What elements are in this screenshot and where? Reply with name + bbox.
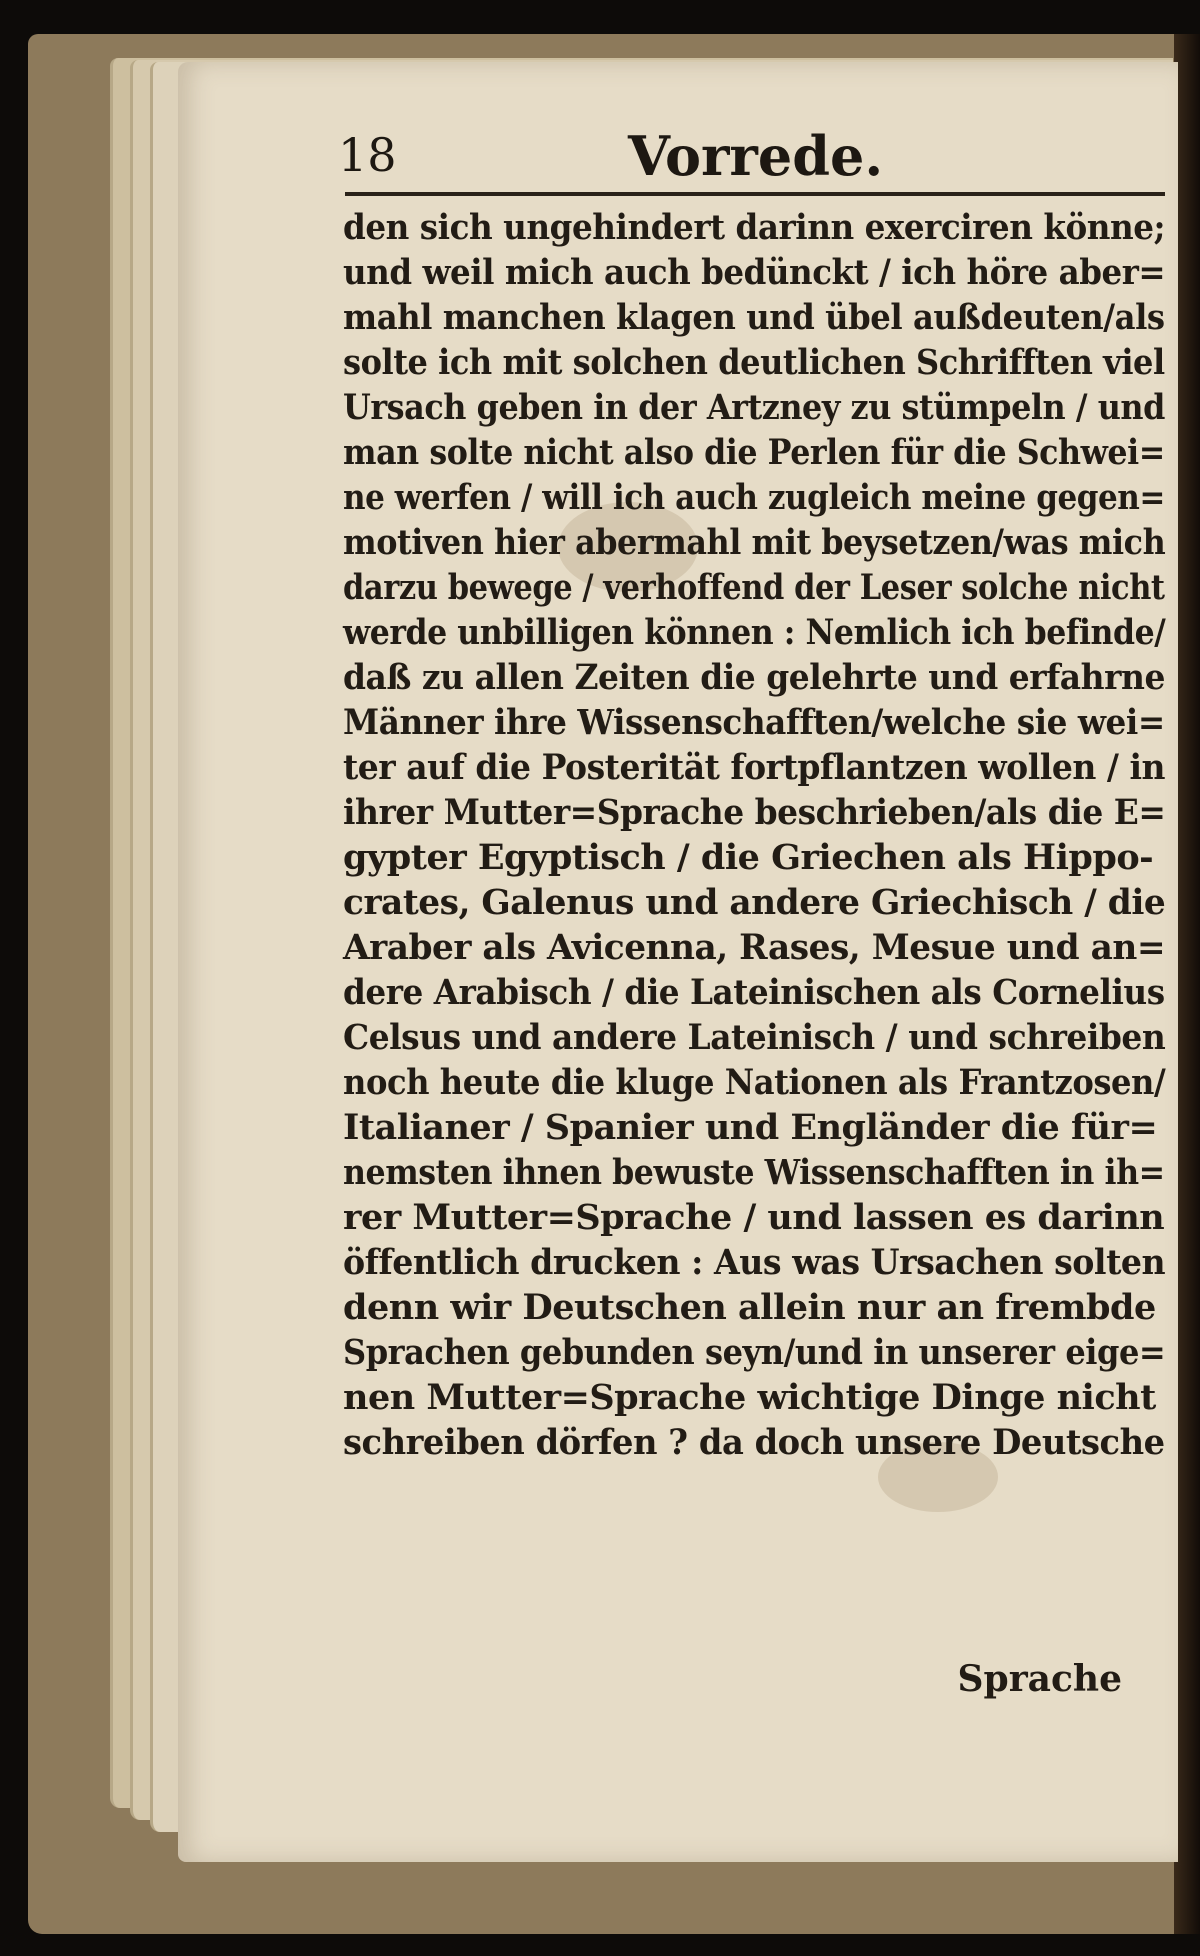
text-line: Sprachen gebunden seyn/und in unserer eige= [343, 1332, 1166, 1373]
text-line: Araber als Avicenna, Rases, Mesue und an= [343, 927, 1166, 968]
text-line: crates, Galenus und andere Griechisch / die [343, 882, 1166, 923]
text-line: man solte nicht also die Perlen für die Schwei= [343, 432, 1165, 473]
text-line: nemsten ihnen bewuste Wissenschafften in ih= [343, 1152, 1165, 1193]
running-title: Vorrede. [628, 124, 884, 188]
text-line: schreiben dörfen ? da doch unsere Deutsche [343, 1422, 1165, 1463]
text-line: Celsus und andere Lateinisch / und schreiben [343, 1017, 1166, 1058]
text-line: werde unbilligen können : Nemlich ich befinde/ [343, 612, 1166, 653]
text-line: ne werfen / will ich auch zugleich meine gegen= [343, 477, 1165, 518]
body-text [343, 205, 1165, 1465]
catchword: Sprache [957, 1658, 1122, 1700]
text-line: ter auf die Posterität fortpflantzen wollen / in [343, 747, 1166, 788]
text-line: öffentlich drucken : Aus was Ursachen solten [343, 1242, 1166, 1283]
header-rule [345, 192, 1165, 196]
text-line: noch heute die kluge Nationen als Frantzosen/ [343, 1062, 1166, 1103]
page-number: 18 [338, 128, 397, 182]
text-line: solte ich mit solchen deutlichen Schrifften viel [343, 342, 1165, 383]
text-line: Männer ihre Wissenschafften/welche sie wei= [343, 702, 1165, 743]
text-line: den sich ungehindert darinn exerciren könne; [343, 207, 1166, 248]
text-line: denn wir Deutschen allein nur an frembde [343, 1287, 1156, 1328]
text-line: Italianer / Spanier und Engländer die für= [343, 1107, 1158, 1148]
text-line: dere Arabisch / die Lateinischen als Cornelius [343, 972, 1165, 1013]
text-line: darzu bewege / verhoffend der Leser solche nicht [343, 567, 1165, 608]
text-line: mahl manchen klagen und übel außdeuten/als [343, 297, 1165, 338]
text-line: und weil mich auch bedünckt / ich höre aber= [343, 252, 1166, 293]
text-line: Ursach geben in der Artzney zu stümpeln / und [343, 387, 1165, 428]
text-line: rer Mutter=Sprache / und lassen es darinn [343, 1197, 1165, 1238]
text-line: gypter Egyptisch / die Griechen als Hippo- [343, 837, 1154, 878]
page-header [338, 118, 1158, 194]
text-line: motiven hier abermahl mit beysetzen/was mich [343, 522, 1166, 563]
text-line: daß zu allen Zeiten die gelehrte und erfahrne [343, 657, 1165, 698]
text-line: ihrer Mutter=Sprache beschrieben/als die E= [343, 792, 1166, 833]
text-line: nen Mutter=Sprache wichtige Dinge nicht [343, 1377, 1156, 1418]
